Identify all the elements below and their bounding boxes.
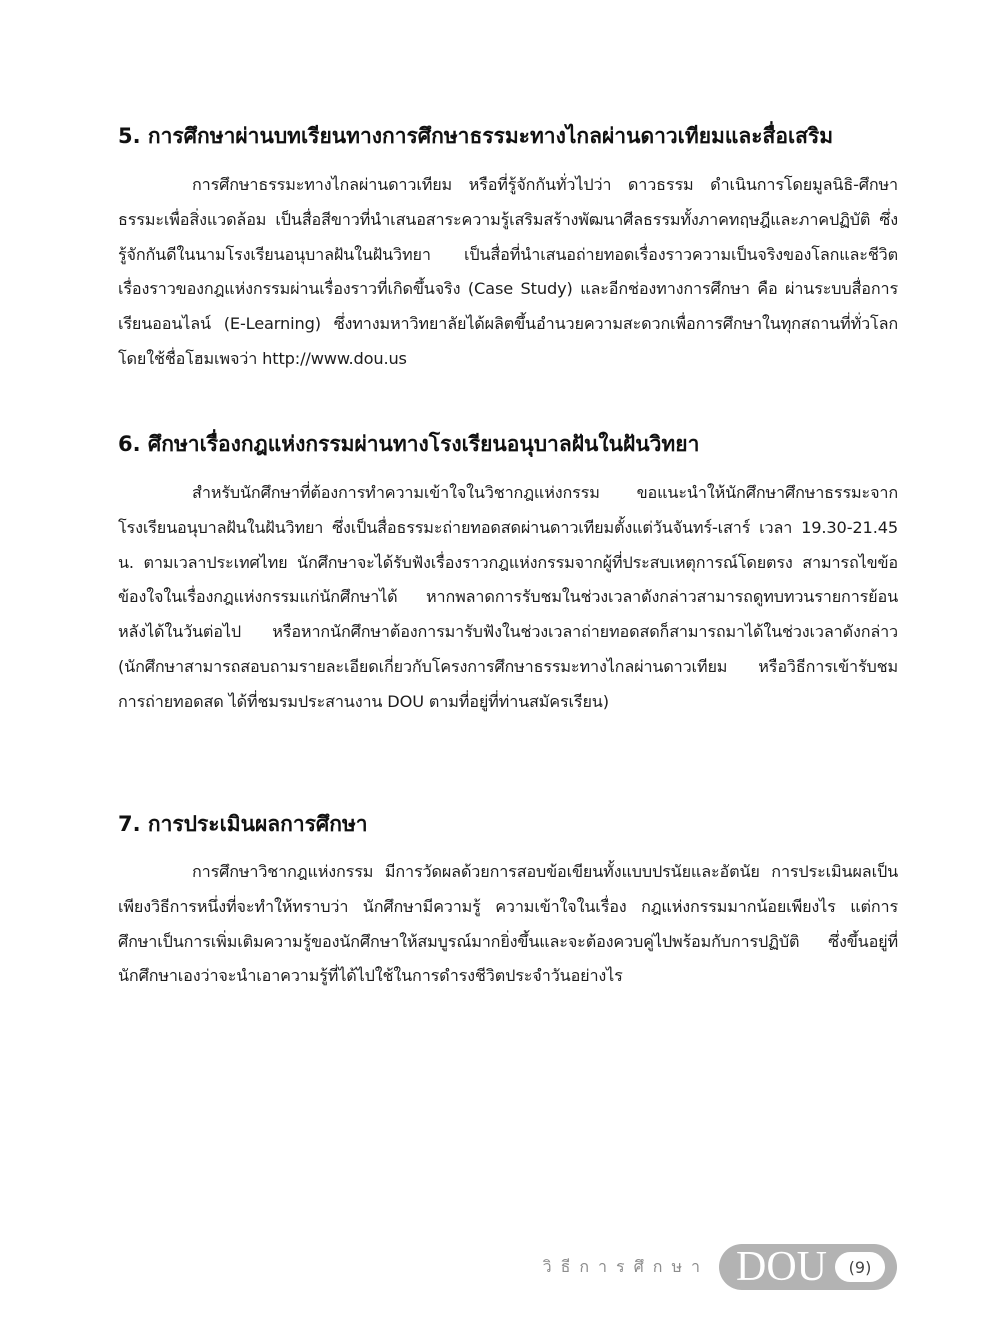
section-6 xyxy=(118,430,898,720)
section-7-heading: 7. การประเมินผลการศึกษา xyxy=(118,812,368,836)
section-7 xyxy=(118,810,898,994)
footer-badge xyxy=(719,1244,897,1290)
section-5-body: การศึกษาธรรมะทางไกลผ่านดาวเทียม หรือที่รู้จักกันทั่วไปว่า ดาวธรรม ดำเนินการโดยมูลนิธิ-ศึกษาธรรมะเพื่อสิ่งแวดล้อม เป็นสื่อสีขาวที่นำเสนอสาระความรู้เสริมสร้างพัฒนาศีลธรรมทั้งภาคทฤษฎีและภาคปฏิบัติ ซึ่งรู้จักกันดีในนามโรงเรียนอนุบาลฝันในฝันวิทยา เป็นสื่อที่นำเสนอถ่ายทอดเรื่องราวความเป็นจริงของโลกและชีวิต เรื่องราวของกฎแห่งกรรมผ่านเรื่องราวที่เกิดขึ้นจริง (Case Study) และอีกช่องทางการศึกษา คือ ผ่านระบบสื่อการเรียนออนไลน์ (E-Learning) ซึ่งทางมหาวิทยาลัยได้ผลิตขึ้นอำนวยความสะดวกเพื่อการศึกษาในทุกสถานที่ทั่วโลก โดยใช้ชื่อโฮมเพจว่า http://www.dou.us xyxy=(118,175,898,368)
dou-logo: DOU xyxy=(736,1244,827,1290)
section-5 xyxy=(118,122,898,377)
section-6-body: สำหรับนักศึกษาที่ต้องการทำความเข้าใจในวิชากฎแห่งกรรม ขอแนะนำให้นักศึกษาศึกษาธรรมะจากโรงเรียนอนุบาลฝันในฝันวิทยา ซึ่งเป็นสื่อธรรมะถ่ายทอดสดผ่านดาวเทียมตั้งแต่วันจันทร์-เสาร์ เวลา 19.30-21.45 น. ตามเวลาประเทศไทย นักศึกษาจะได้รับฟังเรื่องราวกฎแห่งกรรมจากผู้ที่ประสบเหตุการณ์โดยตรง สามารถไขข้อข้องใจในเรื่องกฎแห่งกรรมแก่นักศึกษาได้ หากพลาดการรับชมในช่วงเวลาดังกล่าวสามารถดูทบทวนรายการย้อนหลังได้ในวันต่อไป หรือหากนักศึกษาต้องการมารับฟังในช่วงเวลาถ่ายทอดสดก็สามารถมาได้ในช่วงเวลาดังกล่าว (นักศึกษาสามารถสอบถามรายละเอียดเกี่ยวกับโครงการศึกษาธรรมะทางไกลผ่านดาวเทียม หรือวิธีการเข้ารับชมการถ่ายทอดสด ได้ที่ชมรมประสานงาน DOU ตามที่อยู่ที่ท่านสมัครเรียน) xyxy=(118,483,898,711)
page-footer xyxy=(543,1244,897,1290)
section-7-body: การศึกษาวิชากฎแห่งกรรม มีการวัดผลด้วยการสอบข้อเขียนทั้งแบบปรนัยและอัตนัย การประเมินผลเป็นเพียงวิธีการหนึ่งที่จะทำให้ทราบว่า นักศึกษามีความรู้ ความเข้าใจในเรื่อง กฎแห่งกรรมมากน้อยเพียงไร แต่การศึกษาเป็นการเพิ่มเติมความรู้ของนักศึกษาให้สมบูรณ์มากยิ่งขึ้นและจะต้องควบคู่ไปพร้อมกับการปฏิบัติ ซึ่งขึ้นอยู่ที่นักศึกษาเองว่าจะนำเอาความรู้ที่ได้ไปใช้ในการดำรงชีวิตประจำวันอย่างไร xyxy=(118,862,898,986)
page-number: (9) xyxy=(835,1252,885,1282)
section-6-heading: 6. ศึกษาเรื่องกฎแห่งกรรมผ่านทางโรงเรียนอนุบาลฝันในฝันวิทยา xyxy=(118,432,700,456)
section-5-heading: 5. การศึกษาผ่านบทเรียนทางการศึกษาธรรมะทางไกลผ่านดาวเทียมและสื่อเสริม xyxy=(118,124,834,148)
footer-label: วิธีการศึกษา xyxy=(542,1256,709,1276)
